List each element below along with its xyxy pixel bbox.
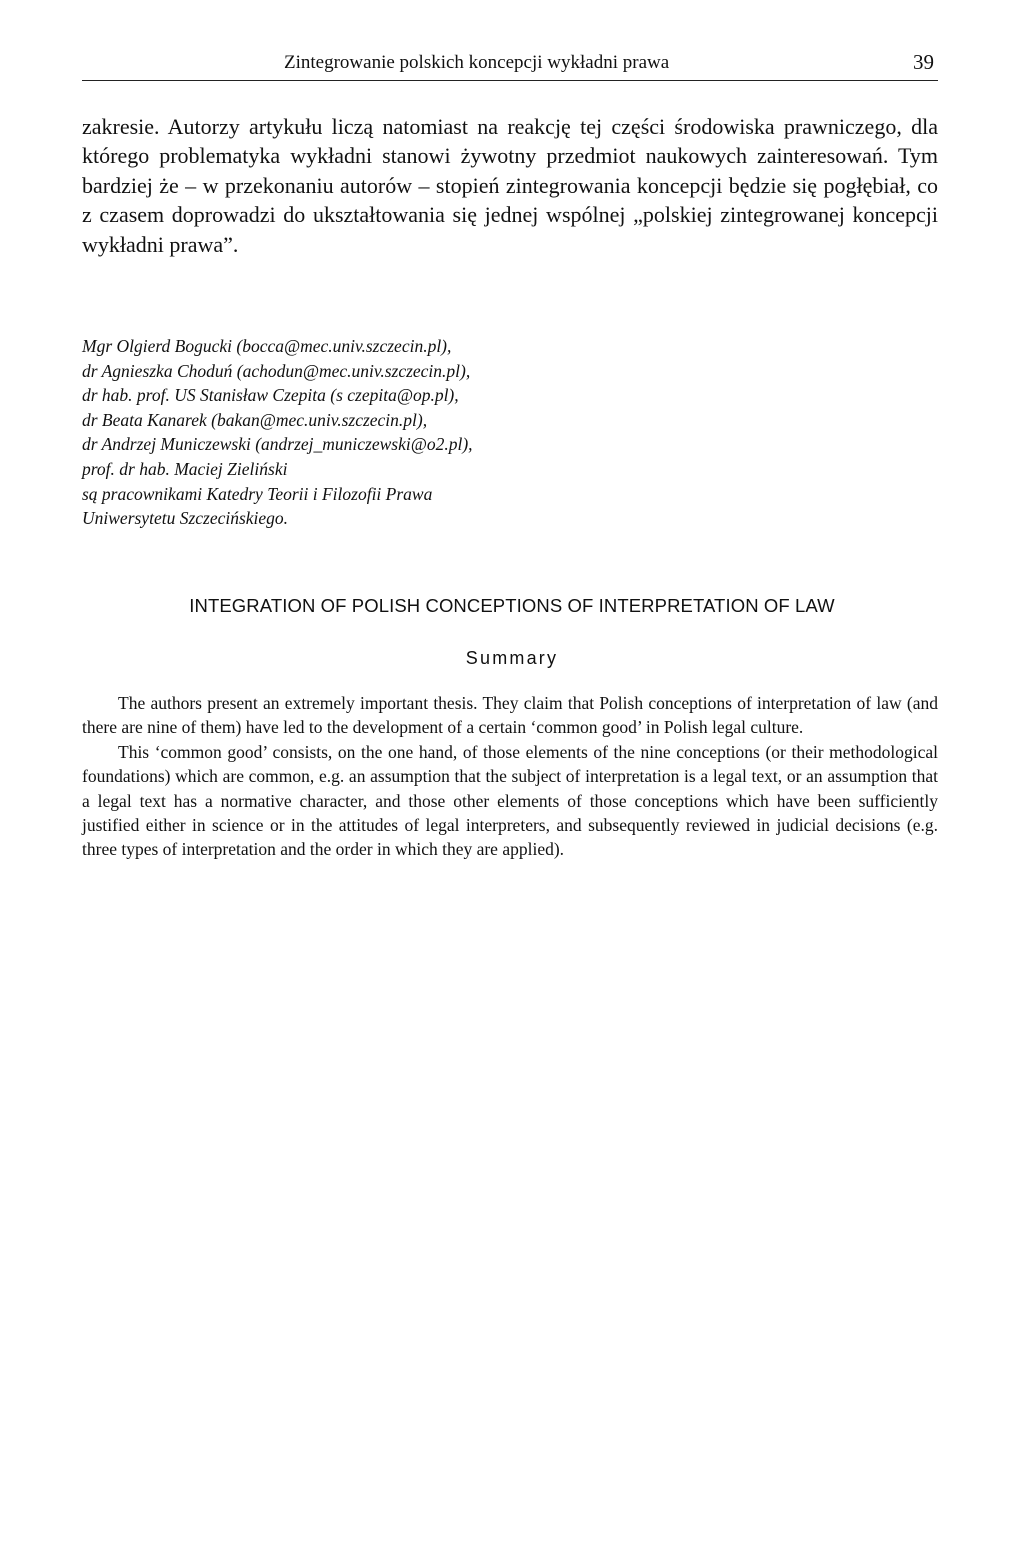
author-affiliations — [82, 334, 942, 531]
running-title: Zintegrowanie polskich koncepcji wykładni prawa — [284, 52, 670, 73]
summary-paragraph: The authors present an extremely important thesis. They claim that Polish conceptions of interpretation of law (and there are nine of them) have led to the development of a certain ‘common good’ in Polish legal culture. — [82, 693, 938, 738]
affiliation-line: Mgr Olgierd Bogucki (bocca@mec.univ.szczecin.pl), — [82, 336, 452, 356]
body-paragraph: zakresie. Autorzy artykułu liczą natomiast na reakcję tej części środowiska prawniczego, dla którego problematyka wykładni stanowi żywotny przedmiot naukowych zainteresowań. Tym bardziej że – w przekonaniu autorów – stopień zintegrowania koncepcji będzie się pogłębiał, co z czasem doprowadzi do ukształtowania się jednej wspólnej „polskiej zintegrowanej koncepcji wykładni prawa”. — [82, 114, 938, 257]
summary-body — [82, 691, 938, 862]
affiliation-line: dr Beata Kanarek (bakan@mec.univ.szczecin.pl), — [82, 409, 428, 430]
affiliation-line: są pracownikami Katedry Teorii i Filozofii Prawa — [82, 483, 433, 504]
affiliation-line: prof. dr hab. Maciej Zieliński — [82, 458, 288, 479]
affiliation-line: Uniwersytetu Szczecińskiego. — [82, 508, 289, 529]
header-rule — [82, 80, 938, 81]
summary-heading: Summary — [465, 648, 559, 668]
affiliation-line: dr Andrzej Municzewski (andrzej_municzewski@o2.pl), — [82, 434, 473, 455]
affiliation-line: dr Agnieszka Choduń (achodun@mec.univ.szczecin.pl), — [82, 360, 471, 381]
summary-paragraph: This ‘common good’ consists, on the one hand, of those elements of the nine conceptions (or their methodological foundations) which are common, e.g. an assumption that the subject of interpretation is a legal text, or an assumption that a legal text has a normative character, and those other elements of those conceptions which have been sufficiently justified either in science or in the attitudes of legal interpreters, and subsequently reviewed in judicial decisions (e.g. three types of interpretation and the order in which they are applied). — [82, 741, 938, 860]
summary-title: INTEGRATION OF POLISH CONCEPTIONS OF INTERPRETATION OF LAW — [189, 595, 835, 616]
page-number: 39 — [913, 50, 934, 74]
affiliation-line: dr hab. prof. US Stanisław Czepita (s czepita@op.pl), — [82, 385, 459, 406]
running-header — [82, 50, 938, 80]
